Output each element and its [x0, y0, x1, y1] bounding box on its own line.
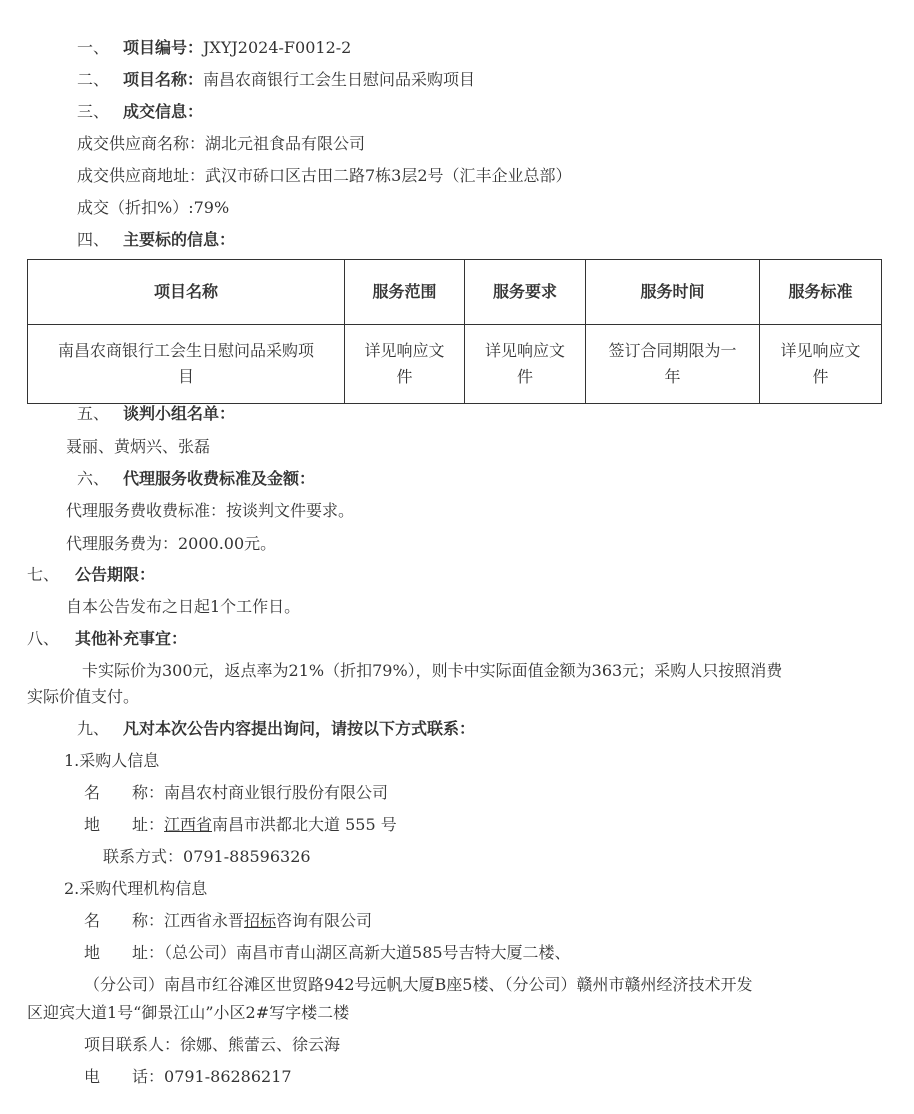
agency-address-line-1: （总公司）南昌市青山湖区高新大道585号吉特大厦二楼、 [164, 943, 571, 962]
agency-phone-label: 电 话： [84, 1067, 165, 1086]
buyer-name-row [84, 782, 388, 804]
agency-address-line-3: 区迎宾大道1号“御景江山”小区2#写字楼二楼 [27, 1003, 350, 1022]
section-8 [27, 628, 187, 650]
main-subject-table [27, 259, 881, 396]
buyer-address: 南昌市洪都北大道 555 号 [212, 815, 397, 834]
fee-amount: 代理服务费为：2000.00元。 [66, 534, 277, 553]
cell-line: 目 [177, 367, 194, 386]
agency-address-line-2: （分公司）南昌市红谷滩区世贸路942号远帆大厦B座5楼、（分公司）赣州市赣州经济技术开发 [84, 975, 753, 994]
section-8-number: 八、 [27, 629, 60, 648]
agency-name-row [84, 910, 372, 932]
agency-address-row [84, 942, 571, 964]
notice-period: 自本公告发布之日起1个工作日。 [66, 597, 301, 616]
table-cell-standard [760, 325, 882, 404]
supplier-name: 成交供应商名称：湖北元祖食品有限公司 [77, 134, 366, 153]
section-9-number: 九、 [77, 719, 110, 738]
project-name: 南昌农商银行工会生日慰问品采购项目 [203, 70, 476, 89]
cell-line: 年 [664, 367, 681, 386]
cell-line: 详见响应文 [780, 341, 861, 360]
section-1 [77, 37, 351, 59]
section-3-label: 成交信息： [123, 102, 204, 121]
table-header: 服务要求 [465, 260, 586, 325]
agency-address-label: 地 址： [84, 943, 165, 962]
project-number: JXYJ2024-F0012-2 [203, 38, 352, 57]
agency-name-suffix: 咨询有限公司 [276, 911, 373, 930]
buyer-address-row [84, 814, 397, 836]
table-cell-scope [345, 325, 465, 404]
cell-line: 件 [812, 367, 829, 386]
table-row [28, 325, 882, 404]
agency-name-label: 名 称： [84, 911, 165, 930]
buyer-contact-label: 联系方式： [103, 847, 184, 866]
section-1-label: 项目编号： [123, 38, 204, 57]
buyer-address-province: 江西省 [164, 815, 213, 834]
section-6 [77, 468, 315, 490]
cell-line: 签订合同期限为一 [608, 341, 737, 360]
cell-line: 件 [516, 367, 533, 386]
section-3-number: 三、 [77, 102, 110, 121]
section-1-number: 一、 [77, 38, 110, 57]
buyer-contact-row [103, 846, 311, 868]
table-header: 服务时间 [586, 260, 760, 325]
fee-standard: 代理服务费收费标准：按谈判文件要求。 [66, 501, 355, 520]
cell-line: 件 [396, 367, 413, 386]
section-7 [27, 564, 155, 586]
table-header: 服务标准 [760, 260, 882, 325]
section-5 [77, 403, 235, 425]
section-4-number: 四、 [77, 230, 110, 249]
buyer-name: 南昌农村商业银行股份有限公司 [164, 783, 389, 802]
agency-phone: 0791-86286217 [164, 1067, 292, 1086]
section-2 [77, 69, 475, 91]
agency-contact-label: 项目联系人： [84, 1035, 181, 1054]
agency-name-underlined: 招标 [244, 911, 277, 930]
supplement-line-2: 实际价值支付。 [27, 687, 140, 706]
section-2-label: 项目名称： [123, 70, 204, 89]
section-7-number: 七、 [27, 565, 60, 584]
section-6-number: 六、 [77, 469, 110, 488]
section-5-label: 谈判小组名单： [123, 404, 236, 423]
table-cell-project-name [28, 325, 345, 404]
table-cell-time [586, 325, 760, 404]
section-9-label: 凡对本次公告内容提出询问，请按以下方式联系： [123, 719, 476, 738]
section-6-label: 代理服务收费标准及金额： [123, 469, 316, 488]
buyer-info-title: 1.采购人信息 [64, 751, 160, 770]
section-5-number: 五、 [77, 404, 110, 423]
agency-name-prefix: 江西省永晋 [164, 911, 245, 930]
negotiation-panel: 聂丽、黄炳兴、张磊 [66, 437, 211, 456]
deal-discount: 成交（折扣%）:79% [77, 198, 230, 217]
buyer-name-label: 名 称： [84, 783, 165, 802]
table-header-row [28, 260, 882, 325]
buyer-contact: 0791-88596326 [183, 847, 311, 866]
section-7-label: 公告期限： [75, 565, 156, 584]
agency-contact-row [84, 1034, 340, 1056]
section-4 [77, 229, 235, 251]
table-header: 项目名称 [28, 260, 345, 325]
agency-phone-row [84, 1066, 292, 1088]
supplement-line-1: 卡实际价为300元，返点率为21%（折扣79%），则卡中实际面值金额为363元；采购人只按照消费 [82, 661, 783, 680]
agency-contact: 徐娜、熊蕾云、徐云海 [180, 1035, 341, 1054]
section-8-label: 其他补充事宜： [75, 629, 188, 648]
section-9 [77, 718, 475, 740]
table-cell-requirement [465, 325, 586, 404]
supplier-address: 成交供应商地址：武汉市硚口区古田二路7栋3层2号（汇丰企业总部） [77, 166, 572, 185]
cell-line: 详见响应文 [364, 341, 445, 360]
buyer-address-label: 地 址： [84, 815, 165, 834]
section-3 [77, 101, 203, 123]
table-header: 服务范围 [345, 260, 465, 325]
cell-line: 详见响应文 [484, 341, 565, 360]
section-4-label: 主要标的信息： [123, 230, 236, 249]
section-2-number: 二、 [77, 70, 110, 89]
cell-line: 南昌农商银行工会生日慰问品采购项 [57, 341, 314, 360]
agency-info-title: 2.采购代理机构信息 [64, 879, 208, 898]
